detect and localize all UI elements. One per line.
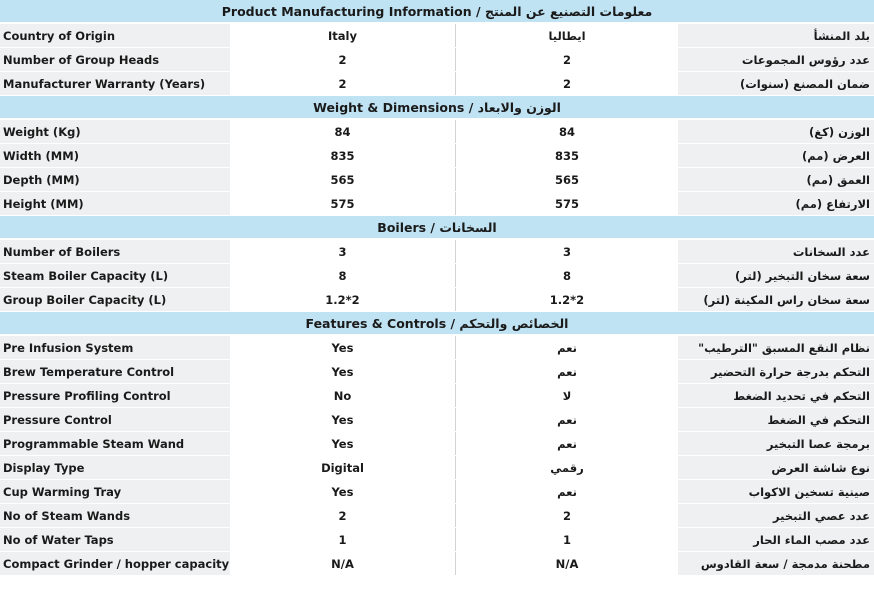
table-row	[0, 264, 874, 288]
table-row	[0, 360, 874, 384]
label-arabic: نوع شاشة العرض	[678, 456, 874, 479]
label-english: Programmable Steam Wand	[0, 432, 230, 455]
label-arabic: عدد مصب الماء الحار	[678, 528, 874, 551]
value-english: Italy	[230, 24, 456, 47]
value-english: 1.2*2	[230, 288, 456, 311]
table-row	[0, 240, 874, 264]
label-arabic: العرض (مم)	[678, 144, 874, 167]
label-english: Number of Boilers	[0, 240, 230, 263]
label-english: Display Type	[0, 456, 230, 479]
label-english: Pressure Control	[0, 408, 230, 431]
value-arabic: 835	[456, 144, 678, 167]
label-english: Depth (MM)	[0, 168, 230, 191]
label-english: No of Water Taps	[0, 528, 230, 551]
label-arabic: عدد السخانات	[678, 240, 874, 263]
value-arabic: لا	[456, 384, 678, 407]
table-row	[0, 120, 874, 144]
label-english: Cup Warming Tray	[0, 480, 230, 503]
value-english: 835	[230, 144, 456, 167]
table-row	[0, 144, 874, 168]
label-arabic: الوزن (كغ)	[678, 120, 874, 143]
section-header: Boilers / السخانات	[0, 216, 874, 240]
value-arabic: ايطاليا	[456, 24, 678, 47]
value-english: N/A	[230, 552, 456, 575]
label-arabic: الارتفاع (مم)	[678, 192, 874, 215]
value-english: Digital	[230, 456, 456, 479]
label-arabic: التحكم بدرجة حرارة التحضير	[678, 360, 874, 383]
label-english: Number of Group Heads	[0, 48, 230, 71]
label-english: Compact Grinder / hopper capacity	[0, 552, 230, 575]
value-arabic: 8	[456, 264, 678, 287]
value-english: 2	[230, 504, 456, 527]
label-english: Group Boiler Capacity (L)	[0, 288, 230, 311]
value-arabic: 575	[456, 192, 678, 215]
label-arabic: نظام النقع المسبق "الترطيب"	[678, 336, 874, 359]
value-english: 575	[230, 192, 456, 215]
label-arabic: عدد عصي التبخير	[678, 504, 874, 527]
label-arabic: التحكم في تحديد الضغط	[678, 384, 874, 407]
label-english: Steam Boiler Capacity (L)	[0, 264, 230, 287]
label-english: Country of Origin	[0, 24, 230, 47]
table-row	[0, 24, 874, 48]
value-arabic: 1.2*2	[456, 288, 678, 311]
value-english: 3	[230, 240, 456, 263]
label-arabic: التحكم في الضغط	[678, 408, 874, 431]
value-arabic: 1	[456, 528, 678, 551]
value-english: Yes	[230, 360, 456, 383]
table-row	[0, 72, 874, 96]
table-row	[0, 528, 874, 552]
table-row	[0, 480, 874, 504]
label-english: Width (MM)	[0, 144, 230, 167]
value-english: Yes	[230, 432, 456, 455]
value-arabic: 84	[456, 120, 678, 143]
label-arabic: بلد المنشأ	[678, 24, 874, 47]
table-row	[0, 456, 874, 480]
value-english: Yes	[230, 480, 456, 503]
label-arabic: العمق (مم)	[678, 168, 874, 191]
value-english: 565	[230, 168, 456, 191]
table-row	[0, 408, 874, 432]
label-english: Pre Infusion System	[0, 336, 230, 359]
value-arabic: رقمي	[456, 456, 678, 479]
table-row	[0, 432, 874, 456]
value-english: 1	[230, 528, 456, 551]
value-arabic: نعم	[456, 336, 678, 359]
label-english: Brew Temperature Control	[0, 360, 230, 383]
label-arabic: ضمان المصنع (سنوات)	[678, 72, 874, 95]
label-english: Height (MM)	[0, 192, 230, 215]
label-english: Manufacturer Warranty (Years)	[0, 72, 230, 95]
value-english: No	[230, 384, 456, 407]
value-arabic: 2	[456, 72, 678, 95]
section-header: Product Manufacturing Information / معلومات التصنيع عن المنتج	[0, 0, 874, 24]
label-arabic: صينية تسخين الاكواب	[678, 480, 874, 503]
table-row	[0, 504, 874, 528]
value-arabic: N/A	[456, 552, 678, 575]
value-arabic: 2	[456, 504, 678, 527]
label-english: Pressure Profiling Control	[0, 384, 230, 407]
value-arabic: 3	[456, 240, 678, 263]
table-row	[0, 192, 874, 216]
section-header: Features & Controls / الخصائص والتحكم	[0, 312, 874, 336]
value-english: 2	[230, 48, 456, 71]
table-row	[0, 336, 874, 360]
label-english: Weight (Kg)	[0, 120, 230, 143]
value-arabic: نعم	[456, 480, 678, 503]
value-english: Yes	[230, 336, 456, 359]
label-arabic: سعة سخان التبخير (لتر)	[678, 264, 874, 287]
label-arabic: برمجة عصا التبخير	[678, 432, 874, 455]
table-row	[0, 48, 874, 72]
value-arabic: نعم	[456, 360, 678, 383]
table-row	[0, 552, 874, 576]
label-arabic: مطحنة مدمجة / سعة القادوس	[678, 552, 874, 575]
value-english: 84	[230, 120, 456, 143]
value-english: 8	[230, 264, 456, 287]
table-row	[0, 168, 874, 192]
value-english: Yes	[230, 408, 456, 431]
label-arabic: سعة سخان راس المكينة (لتر)	[678, 288, 874, 311]
value-arabic: 565	[456, 168, 678, 191]
table-row	[0, 384, 874, 408]
value-arabic: نعم	[456, 408, 678, 431]
table-row	[0, 288, 874, 312]
value-english: 2	[230, 72, 456, 95]
label-arabic: عدد رؤوس المجموعات	[678, 48, 874, 71]
value-arabic: نعم	[456, 432, 678, 455]
value-arabic: 2	[456, 48, 678, 71]
section-header: Weight & Dimensions / الوزن والابعاد	[0, 96, 874, 120]
label-english: No of Steam Wands	[0, 504, 230, 527]
